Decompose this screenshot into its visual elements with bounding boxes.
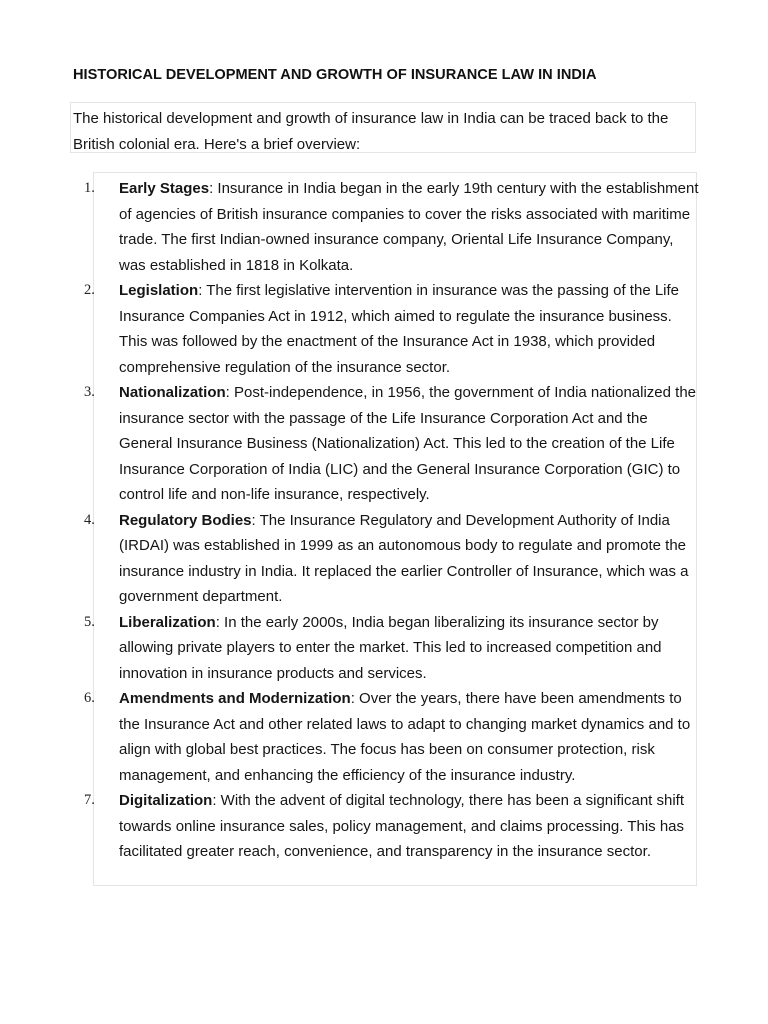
item-text: : In the early 2000s, India began liberalizing its insurance sector by allowing private players to enter the market. This led to increased competition and innovation in insurance products and services. bbox=[119, 613, 662, 682]
list-number: 3. bbox=[84, 384, 95, 400]
item-term: Amendments and Modernization bbox=[119, 690, 351, 707]
list-item-early-stages bbox=[0, 176, 768, 278]
item-term: Digitalization bbox=[119, 792, 213, 809]
intro-paragraph: The historical development and growth of insurance law in India can be traced back to the British colonial era. Here's a brief overview: bbox=[73, 110, 669, 153]
list-number: 7. bbox=[84, 792, 95, 808]
list-number: 6. bbox=[84, 690, 95, 706]
list-item-digitalization bbox=[0, 788, 768, 865]
list-number: 5. bbox=[84, 613, 95, 630]
item-term: Nationalization bbox=[119, 384, 226, 401]
item-text: : The first legislative intervention in insurance was the passing of the Life Insurance Companies Act in 1912, which aimed to regulate the insurance business. This was followed by the enactment of the Insurance Act in 1938, which provided comprehensive regulation of the insurance sector. bbox=[119, 282, 680, 376]
item-text: : Over the years, there have been amendments to the Insurance Act and other related laws to adapt to changing market dynamics and to align with global best practices. The focus has been on consumer protection, risk management, and enhancing the efficiency of the insurance industry. bbox=[119, 690, 691, 784]
list-item-nationalization bbox=[0, 380, 768, 508]
item-term: Regulatory Bodies bbox=[119, 511, 252, 529]
list-number: 4. bbox=[84, 511, 95, 528]
item-term: Liberalization bbox=[119, 613, 216, 631]
item-term: Legislation bbox=[119, 282, 199, 299]
item-text: : With the advent of digital technology, there has been a significant shift towards online insurance sales, policy management, and claims processing. This has facilitated greater reach, convenience, and transparency in the insurance sector. bbox=[119, 792, 685, 860]
list-number: 1. bbox=[84, 180, 95, 196]
item-term: Early Stages bbox=[119, 180, 210, 197]
document-title: HISTORICAL DEVELOPMENT AND GROWTH OF INSURANCE LAW IN INDIA bbox=[73, 67, 597, 83]
overview-list bbox=[0, 176, 768, 865]
item-text: : Post-independence, in 1956, the government of India nationalized the insurance sector with the passage of the Life Insurance Corporation Act and the General Insurance Business (Nationalization) Act. This led to the creation of the Life Insurance Corporation of India (LIC) and the General Insurance Corporation (GIC) to control life and non-life insurance, respectively. bbox=[119, 384, 697, 503]
item-text: : The Insurance Regulatory and Development Authority of India (IRDAI) was established in 1999 as an autonomous body to regulate and promote the insurance industry in India. It replaced the earlier Controller of Insurance, which was a government department. bbox=[119, 511, 689, 605]
list-item-amendments bbox=[0, 686, 768, 788]
list-item-liberalization bbox=[0, 610, 768, 687]
list-item-legislation bbox=[0, 278, 768, 380]
list-item-regulatory-bodies bbox=[0, 508, 768, 610]
item-text: : Insurance in India began in the early 19th century with the establishment of agencies of British insurance companies to cover the risks associated with maritime trade. The first Indian-owned insurance company, Oriental Life Insurance Company, was established in 1818 in Kolkata. bbox=[119, 180, 699, 274]
list-number: 2. bbox=[84, 282, 95, 298]
